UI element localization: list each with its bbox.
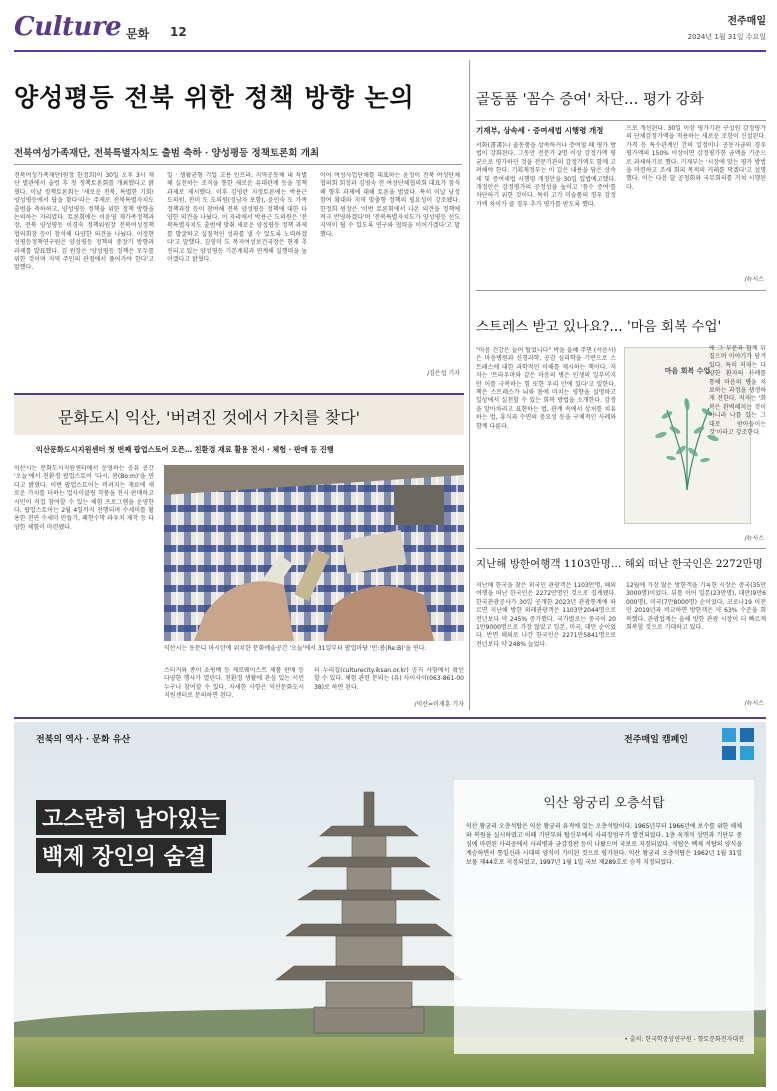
workshop-photo-illustration	[164, 465, 464, 641]
divider	[476, 120, 766, 121]
info-panel-title: 익산 왕궁리 오층석탑	[543, 796, 665, 811]
article-headline: 양성평등 전북 위한 정책 방향 논의	[14, 83, 415, 112]
info-panel-source: • 출처: 한국학중앙연구원 - 향토문화전자대전	[624, 1036, 744, 1043]
article-headline: 골동품 '꼼수 증여' 차단… 평가 강화	[476, 92, 704, 108]
photo-caption: 익산시는 동문디 마시탄에 위치한 문화예술공간 '오늘'에서 31일부터 팝업마당 '빈:봄(Re:B)'을 연다.	[164, 645, 427, 652]
feature-headline-1: 고스란히 남아있는	[36, 800, 226, 835]
feature-headline-2: 백제 장인의 숨결	[36, 838, 212, 873]
article-column-1: 서화(書畫)나 골동품을 상속하거나 증여할 때 평가 방법이 강화된다. 그동안 전문가 2명 이상 감정가액 평균으로 평가하던 것을 전문기관의 감정가액도 함께 고려해야 한다. 기획재정부는 이 같은 내용을 담은 상속세 및 증여세법 시행령 개정안을 30일 입법예고했다. 개정안은 감정평가의 공정성을 높이고 '꼼수 증여'를 차단하기 위한 것이다. 특히 고가 미술품의 경우 감정 가액 차이가 클 경우 추가 평가를 받도록 했다.	[476, 142, 616, 208]
article-antiques	[476, 60, 766, 285]
article-column-1: "마음 건강은 늘어 털었니다" 박을 울혜 주면 (서음사)은 마음병원과 신경과학, 공감 심리학을 기반으로 스트레스에 대한 과학적인 이해를 제시하는 책이다. 저자는 '트라우마와 같은 마음의 병은 인생의 일부이지만 이를 극복하는 힘 또한 우리 안에 있다'고 말한다. 책은 스트레스가 뇌와 몸에 미치는 영향을 설명하고 일상에서 실천할 수 있는 회복 방법을 소개한다. 감정을 알아차리고 표현하는 법, 관계 속에서 상처를 치유하는 법, 휴식과 수면의 중요성 등을 구체적인 사례와 함께 다룬다.	[476, 347, 616, 430]
article-iksan	[14, 393, 464, 713]
section-title: Culture	[14, 12, 122, 42]
article-gender-equality	[14, 60, 462, 385]
article-column-2: 12월에 가장 많은 방한객을 기록한 시장은 중국(35만3000명)이었다. 뒤를 이어 일본(23만명), 대만(9만6000명), 미국(7만8000명) 순이었다. 코로나19 이전인 2019년과 비교하면 방한객은 약 63% 수준을 회복했다. 관광업계는 올해 방한 관광 시장이 더 빠르게 회복할 것으로 기대하고 있다.	[626, 582, 766, 632]
article-column-4: 터 누리집(culturecity.iksan.or.kr) 공지 사항에서 확인할 수 있다. 체험 관련 문의는 (유) 사이사이(063-861-0038)로 하면 된다.	[314, 667, 464, 691]
article-column-1: 전북여성가족재단(원장 한정희)이 30일 오후 3시 재단 별관에서 술렁 후 첫 정책토론회를 개최했다고 밝혔다. 이날 정책토론회는 '새로운 전북, 특별한 기회! 양성평등에서 답을 찾다'라는 주제로 전북특별자치도 출범을 축하하고, 양성평등 정책을 위한 정책 방향을 논의하는 자리였다. 토론회에는 이윤영 재가족정책과장, 전북 양성평등 이경숙 정책위원장 전북여성정책 협의회장 등이 참석해 다양한 의견을 나눴다. 이정현 성평등정책연구원은 양성평등 정책의 중장기 방향과 과제를 발표했다. 김 원장은 '양성평등 정책은 모두를 위한 것이며 지역 주민의 관점에서 풀어가야 한다'고 말했다.	[14, 172, 154, 272]
article-byline: /뉴시스	[744, 535, 764, 542]
article-subheadline: 익산문화도시지원센터 첫 번째 팝업스토어 오픈… 친환경 재료 활용 전시 · 체험 · 판매 등 진행	[36, 445, 334, 454]
info-panel-text: 익산 왕궁리 오층석탑은 익산 왕궁리 유적에 있는 오층석탑이다. 1965년부터 1966년에 보수를 위한 해체와 복원을 실시하였고 이때 기단부와 탑신부에서 사리장엄구가 발견되었다. 1층 옥개석 상면과 기단부 중심에 마련된 사리공에서 사리병과 금강경판 등이 나왔으며 국보로 지정되었다. 석탑은 백제 석탑의 양식을 계승하면서 통일신라 시대의 양식이 가미된 것으로 평가된다. 익산 왕궁리 오층석탑은 1962년 1월 31일 보물 제44호로 지정되었고, 1997년 1월 1일 국보 제289호로 승격 지정되었다.	[466, 823, 742, 866]
headline-box	[14, 393, 464, 435]
article-headline: 스트레스 받고 있나요?… '마음 회복 수업'	[476, 319, 722, 335]
issue-date: 2024년 1월 31일 수요일	[687, 33, 766, 41]
campaign-mark	[722, 728, 758, 762]
page-number: 12	[170, 25, 187, 39]
section-rule	[14, 717, 766, 719]
divider	[476, 290, 766, 291]
header-rule	[14, 50, 766, 52]
section-title-kr: 문화	[126, 27, 150, 41]
info-panel	[454, 780, 754, 1054]
article-column-2: 으로 개선된다. 30일 이상 평가기관 구성원 감정평가의 단체감정가액을 적용하는 새로운 조항이 신설된다. 가격 등 특수관계인 간의 일정이나 공동자금의 경우 평가액의 150% 이상이면 감정평가한 금액을 기준으로 과세하기로 했다. 기재부는 '시장에 맞는 평가 방법을 마련하고 조세 회피 목적의 거래를 막겠다'고 설명했다. 이는 다음 달 공청회와 국무회의를 거쳐 시행된다.	[626, 125, 766, 191]
article-subheadline: 전북여성가족재단, 전북특별자치도 출범 축하 · 양성평등 정책토론회 개최	[14, 148, 320, 159]
article-headline: 지난해 방한여행객 1103만명… 해외 떠난 한국인은 2272만명	[476, 558, 763, 570]
book-cover-title: 마음 회복 수업	[664, 367, 711, 375]
article-subheadline: 기재부, 상속세 · 증여세법 시행령 개정	[476, 126, 604, 135]
article-book-review-side	[709, 345, 766, 540]
divider	[14, 164, 462, 165]
campaign-label: 전주매일 캠페인	[624, 735, 688, 745]
column-divider	[469, 60, 470, 710]
article-column-2: 일 · 생활균형 기업 고용 인프라, 지역공동체 내 차별해 실천하는 조직을 통한 새로운 유대관계 등을 정책과제로 제시했다. 이후 김영란 지정토론에는 박용근 도의원, 전미 도 도의원(성남자 포함), 윤인숙 도 가족정책과장 등이 참여해 전북 양성평등 정책에 대한 다양한 의견을 나눴다. 이 자리에서 박용근 도의원은 '전북특별자치도 출범에 맞춰 새로운 양성평등 정책 과제를 발굴하고 실질적인 성과를 낼 수 있도록 노력하겠다'고 말했다. 김영미 도 복지여성보건국장은 현재 추진되고 있는 양성평등 기본계획과 연계해 실행력을 높이겠다고 밝혔다.	[167, 172, 307, 264]
article-column-side: 에 그 부분과 함께 뒤집으며 이야기가 담겨 있다. 특히 저자는 다양한 환자의 사례를 통해 마음의 병을 치료하는 과정을 생생하게 전한다. 저자는 '회복은 완벽해지는 것이 아니라 나를 있는 그대로 받아들이는 것'이라고 강조한다.	[709, 345, 766, 437]
article-column-1: 익산시는 문화도시지원센터에서 운영하는 공유 공간 '오늘'에서 친환경 팝업스토어 '다시, 봄(Bo:m)'을 연다고 밝혔다. 이번 팝업스토어는 버려지는 재료에 새로운 가치를 더하는 업사이클링 작품을 전시·판매하고 시민이 직접 참여할 수 있는 체험 프로그램을 운영한다. 팝업스토어는 2월 4일까지 진행되며 수세미를 활용한 천연 수세미 만들기, 폐현수막 파우치 제작 등 다양한 체험이 마련됐다.	[14, 465, 154, 531]
heritage-feature	[14, 722, 766, 1087]
article-column-3: 스티커와 종이 쇼핑백 등 제로웨이스트 제품 판매 등 다양한 행사가 열린다. 친환경 생활에 관심 있는 시민 누구나 참여할 수 있다. 자세한 사항은 익산문화도시지원센터로 문의하면 된다.	[164, 667, 304, 700]
workshop-photo	[164, 465, 464, 641]
article-byline: /뉴시스	[744, 700, 764, 707]
article-byline: /익산=이재훈 기자	[414, 701, 464, 708]
article-byline: /뉴시스	[744, 276, 764, 283]
paper-name: 전주매일	[727, 16, 766, 27]
article-byline: /김은섭 기자	[427, 370, 460, 377]
article-column-3: 이어 여성사업단체를 대표하는 윤정이 전북 여성단체협의회 회장과 김영숙 전 여성단체협의회 대표가 참석해 향후 과제에 대해 토론을 벌였다. 특히 이날 남성 참여 확대와 지역 맞춤형 정책의 필요성이 강조됐다. 한정희 원장은 '이번 토론회에서 나온 의견을 정책에 적극 반영하겠다'며 '전북특별자치도가 양성평등 선도 지역이 될 수 있도록 연구와 협력을 이어가겠다'고 말했다.	[320, 172, 460, 238]
article-column-1: 지난해 한국을 찾은 외국인 관광객은 1103만명, 해외여행을 떠난 한국인은 2272만명인 것으로 집계됐다. 한국관광공사가 30일 공개한 2023년 관광통계에 따르면 지난해 방한 외래관광객은 1103만2044명으로 전년보다 약 245% 증가했다. 국가별로는 중국이 201만9000명으로 가장 많았고 일본, 미국, 대만 순이었다. 반면 해외로 나간 한국인은 2271만5841명으로 전년보다 약 248% 늘었다.	[476, 582, 616, 648]
article-headline: 문화도시 익산, '버려진 것에서 가치를 찾다'	[58, 408, 361, 427]
series-label: 전북의 역사 · 문화 유산	[36, 735, 131, 745]
article-tourism	[476, 552, 766, 712]
page-header	[14, 12, 766, 50]
divider	[476, 548, 766, 549]
